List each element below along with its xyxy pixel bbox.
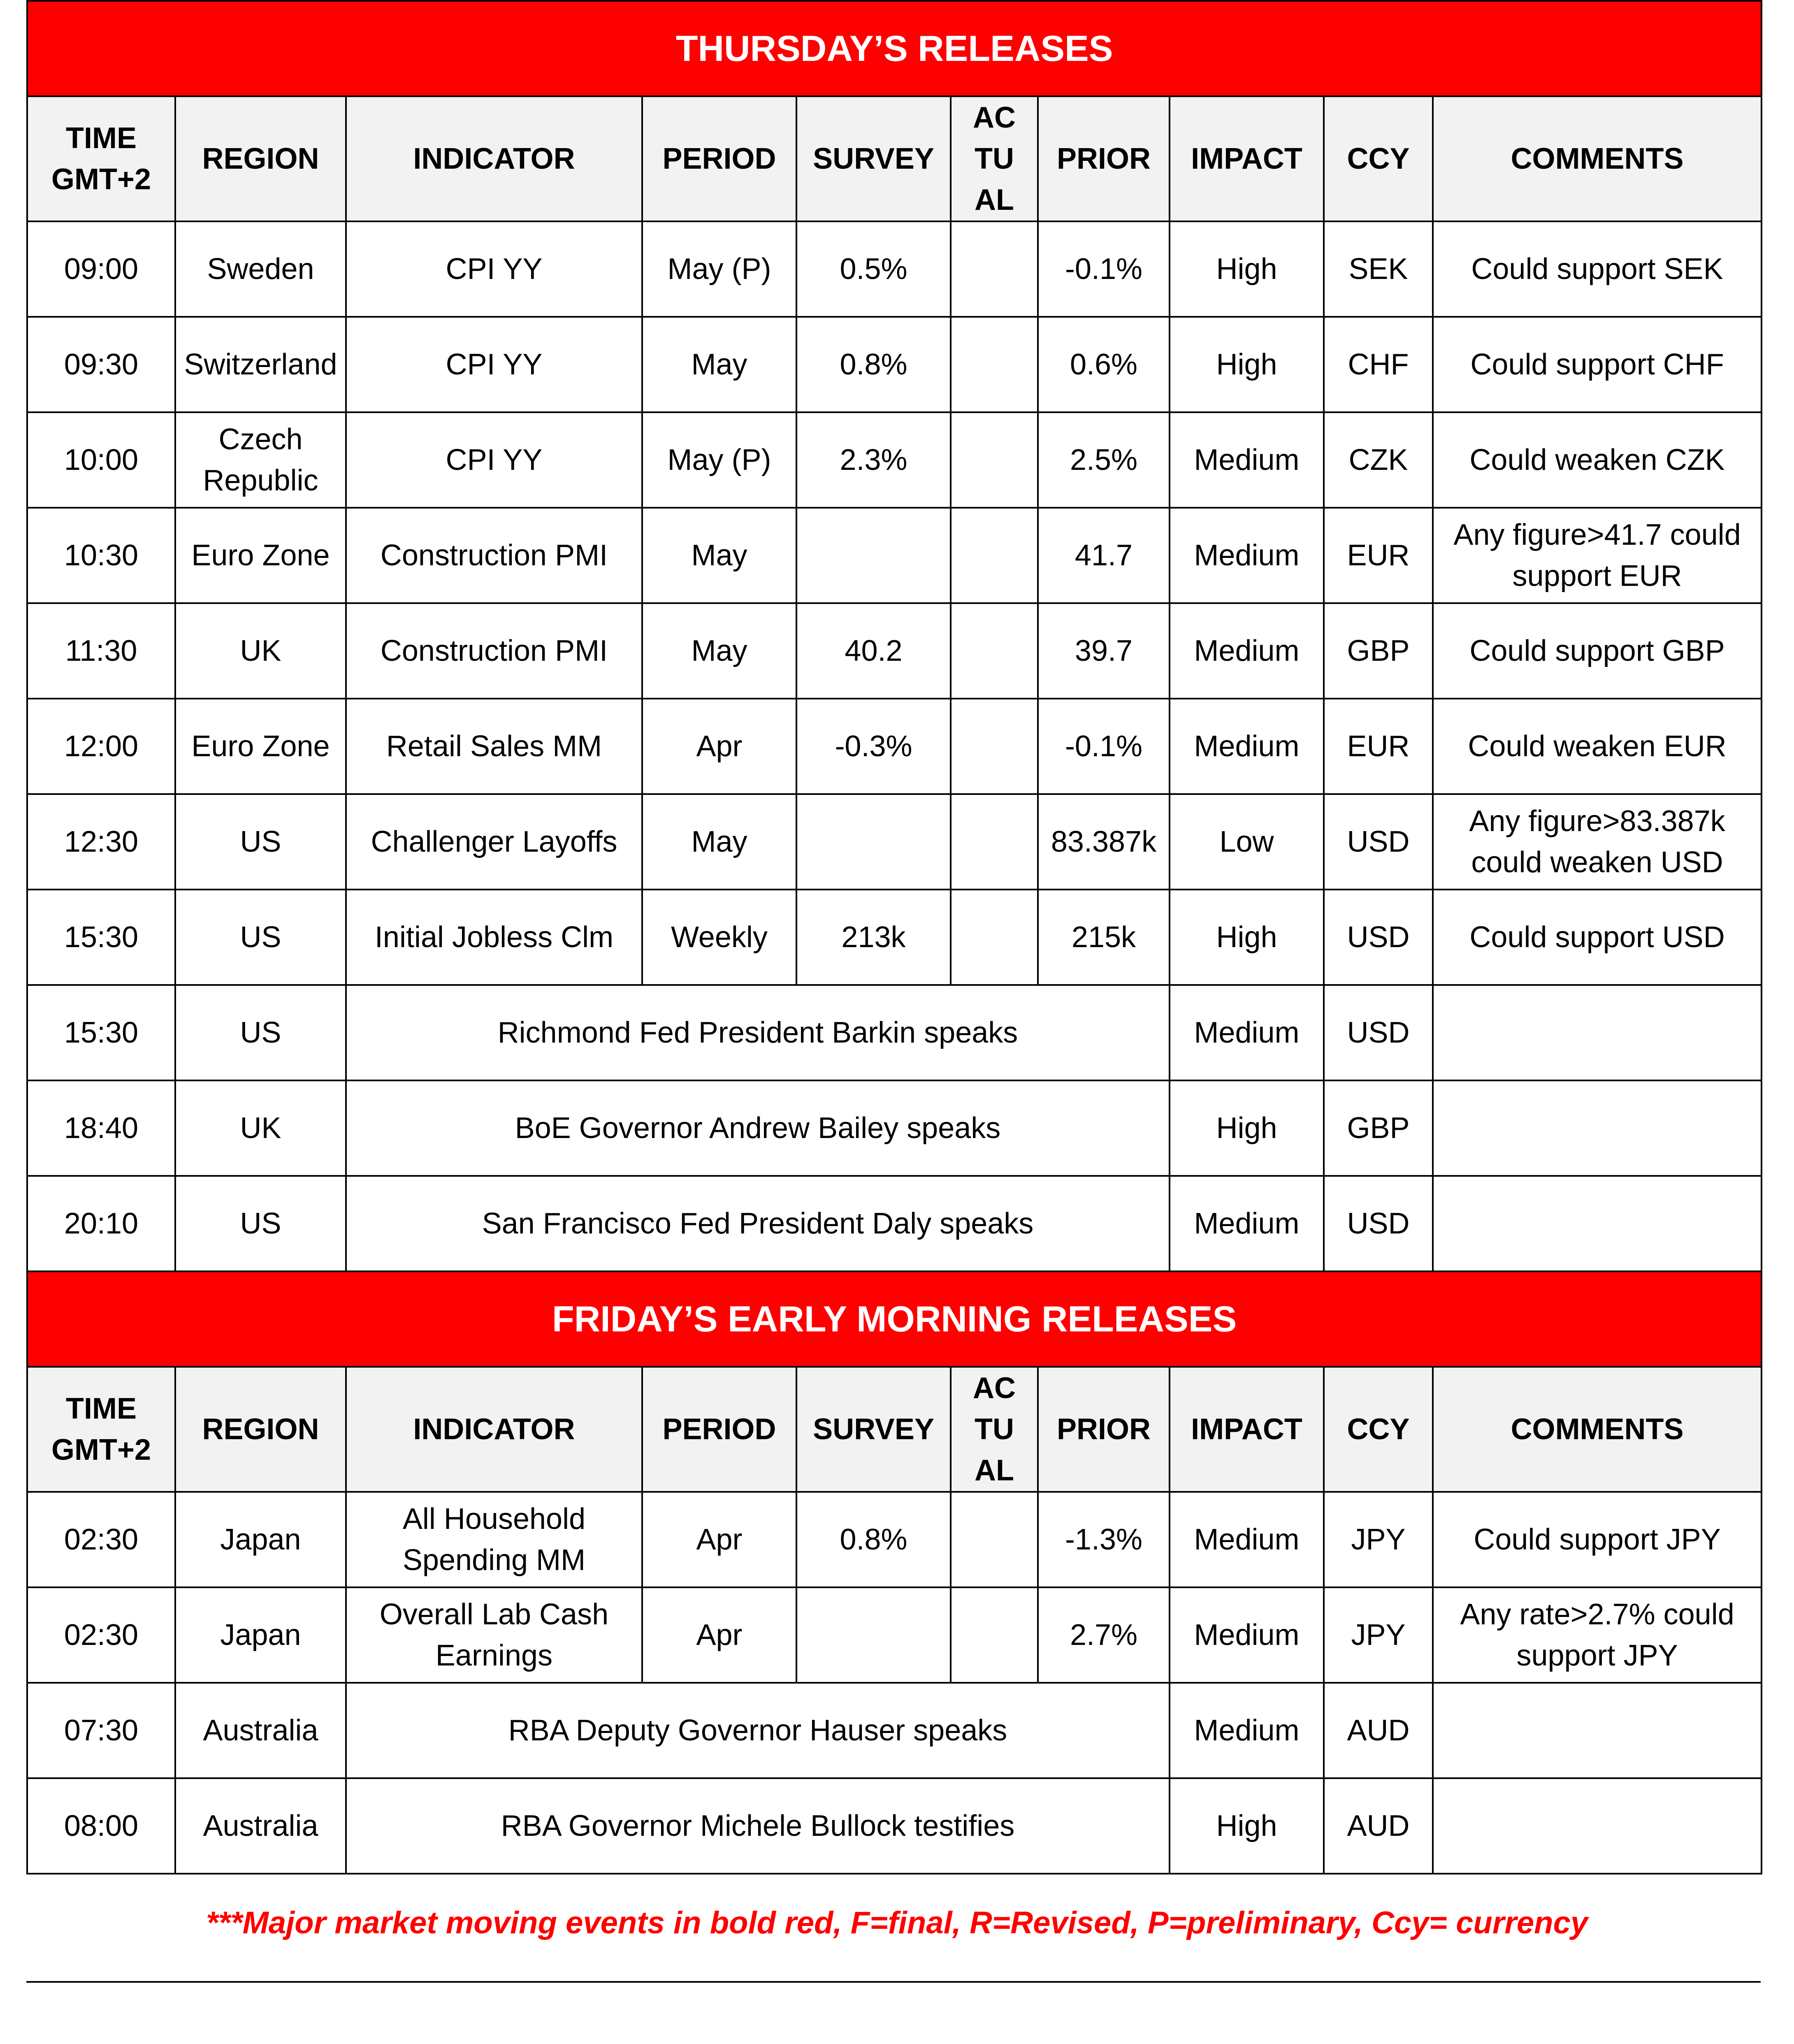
ccy-cell: EUR	[1324, 508, 1433, 603]
impact-cell: Medium	[1170, 603, 1324, 699]
region-cell: Switzerland	[175, 317, 346, 412]
region-cell: US	[175, 794, 346, 890]
period-cell: May	[642, 603, 796, 699]
column-header: INDICATOR	[346, 96, 642, 221]
column-header: COMMENTS	[1433, 96, 1762, 221]
period-cell: Weekly	[642, 890, 796, 985]
table-row	[27, 412, 1762, 508]
column-header: TIME GMT+2	[27, 1367, 175, 1492]
prior-cell: 83.387k	[1038, 794, 1170, 890]
indicator-cell: Construction PMI	[346, 603, 642, 699]
event-cell: RBA Governor Michele Bullock testifies	[346, 1778, 1170, 1874]
region-cell: Australia	[175, 1778, 346, 1874]
indicator-cell: Initial Jobless Clm	[346, 890, 642, 985]
event-cell: BoE Governor Andrew Bailey speaks	[346, 1080, 1170, 1176]
time-cell: 12:30	[27, 794, 175, 890]
comments-cell	[1433, 1778, 1762, 1874]
comments-cell: Any rate>2.7% could support JPY	[1433, 1587, 1762, 1683]
column-header: AC TU AL	[951, 1367, 1038, 1492]
region-cell: Euro Zone	[175, 508, 346, 603]
impact-cell: Medium	[1170, 1587, 1324, 1683]
comments-cell	[1433, 1080, 1762, 1176]
column-header-row	[27, 1367, 1762, 1492]
actual-cell	[951, 221, 1038, 317]
ccy-cell: USD	[1324, 985, 1433, 1080]
prior-cell: -1.3%	[1038, 1492, 1170, 1587]
section-banner	[27, 1271, 1762, 1367]
time-cell: 20:10	[27, 1176, 175, 1271]
time-cell: 09:00	[27, 221, 175, 317]
prior-cell: -0.1%	[1038, 221, 1170, 317]
column-header: PRIOR	[1038, 96, 1170, 221]
column-header: SURVEY	[796, 1367, 951, 1492]
comments-cell	[1433, 985, 1762, 1080]
column-header: PRIOR	[1038, 1367, 1170, 1492]
table-row	[27, 699, 1762, 794]
survey-cell: 0.8%	[796, 1492, 951, 1587]
ccy-cell: USD	[1324, 890, 1433, 985]
column-header: AC TU AL	[951, 96, 1038, 221]
table-row	[27, 1176, 1762, 1271]
impact-cell: Medium	[1170, 1492, 1324, 1587]
event-cell: Richmond Fed President Barkin speaks	[346, 985, 1170, 1080]
ccy-cell: GBP	[1324, 603, 1433, 699]
comments-cell: Could support CHF	[1433, 317, 1762, 412]
prior-cell: 41.7	[1038, 508, 1170, 603]
column-header: COMMENTS	[1433, 1367, 1762, 1492]
table-row	[27, 985, 1762, 1080]
survey-cell	[796, 794, 951, 890]
region-cell: US	[175, 890, 346, 985]
column-header: REGION	[175, 96, 346, 221]
impact-cell: Medium	[1170, 699, 1324, 794]
region-cell: Australia	[175, 1683, 346, 1778]
time-cell: 02:30	[27, 1587, 175, 1683]
impact-cell: High	[1170, 221, 1324, 317]
actual-cell	[951, 317, 1038, 412]
section-title: THURSDAY’S RELEASES	[27, 1, 1762, 96]
column-header: TIME GMT+2	[27, 96, 175, 221]
indicator-cell: CPI YY	[346, 221, 642, 317]
column-header-row	[27, 96, 1762, 221]
economic-calendar-table	[26, 0, 1762, 1874]
ccy-cell: SEK	[1324, 221, 1433, 317]
time-cell: 10:30	[27, 508, 175, 603]
time-cell: 12:00	[27, 699, 175, 794]
actual-cell	[951, 699, 1038, 794]
indicator-cell: CPI YY	[346, 317, 642, 412]
time-cell: 10:00	[27, 412, 175, 508]
survey-cell: -0.3%	[796, 699, 951, 794]
table-row	[27, 508, 1762, 603]
actual-cell	[951, 1492, 1038, 1587]
survey-cell: 40.2	[796, 603, 951, 699]
comments-cell	[1433, 1176, 1762, 1271]
prior-cell: 39.7	[1038, 603, 1170, 699]
column-header: PERIOD	[642, 96, 796, 221]
survey-cell: 213k	[796, 890, 951, 985]
impact-cell: High	[1170, 1080, 1324, 1176]
impact-cell: Medium	[1170, 985, 1324, 1080]
time-cell: 09:30	[27, 317, 175, 412]
prior-cell: 2.7%	[1038, 1587, 1170, 1683]
time-cell: 07:30	[27, 1683, 175, 1778]
time-cell: 02:30	[27, 1492, 175, 1587]
survey-cell: 0.8%	[796, 317, 951, 412]
ccy-cell: AUD	[1324, 1683, 1433, 1778]
actual-cell	[951, 508, 1038, 603]
section-title: FRIDAY’S EARLY MORNING RELEASES	[27, 1271, 1762, 1367]
region-cell: UK	[175, 1080, 346, 1176]
impact-cell: Medium	[1170, 508, 1324, 603]
period-cell: May (P)	[642, 412, 796, 508]
impact-cell: High	[1170, 1778, 1324, 1874]
region-cell: Japan	[175, 1587, 346, 1683]
period-cell: May	[642, 508, 796, 603]
table-row	[27, 1683, 1762, 1778]
impact-cell: Medium	[1170, 412, 1324, 508]
table-row	[27, 221, 1762, 317]
region-cell: US	[175, 985, 346, 1080]
impact-cell: Low	[1170, 794, 1324, 890]
comments-cell: Could support JPY	[1433, 1492, 1762, 1587]
prior-cell: -0.1%	[1038, 699, 1170, 794]
region-cell: Czech Republic	[175, 412, 346, 508]
indicator-cell: Overall Lab Cash Earnings	[346, 1587, 642, 1683]
column-header: SURVEY	[796, 96, 951, 221]
column-header: INDICATOR	[346, 1367, 642, 1492]
region-cell: Japan	[175, 1492, 346, 1587]
bottom-divider	[26, 1981, 1761, 1983]
time-cell: 11:30	[27, 603, 175, 699]
table-row	[27, 1587, 1762, 1683]
indicator-cell: Challenger Layoffs	[346, 794, 642, 890]
table-row	[27, 1080, 1762, 1176]
prior-cell: 215k	[1038, 890, 1170, 985]
column-header: PERIOD	[642, 1367, 796, 1492]
period-cell: May	[642, 794, 796, 890]
period-cell: Apr	[642, 1587, 796, 1683]
ccy-cell: USD	[1324, 1176, 1433, 1271]
survey-cell	[796, 1587, 951, 1683]
time-cell: 15:30	[27, 985, 175, 1080]
region-cell: UK	[175, 603, 346, 699]
column-header: REGION	[175, 1367, 346, 1492]
prior-cell: 0.6%	[1038, 317, 1170, 412]
comments-cell: Could support SEK	[1433, 221, 1762, 317]
ccy-cell: CHF	[1324, 317, 1433, 412]
time-cell: 15:30	[27, 890, 175, 985]
actual-cell	[951, 412, 1038, 508]
impact-cell: High	[1170, 890, 1324, 985]
time-cell: 08:00	[27, 1778, 175, 1874]
comments-cell: Could weaken CZK	[1433, 412, 1762, 508]
indicator-cell: Construction PMI	[346, 508, 642, 603]
actual-cell	[951, 603, 1038, 699]
impact-cell: Medium	[1170, 1683, 1324, 1778]
event-cell: RBA Deputy Governor Hauser speaks	[346, 1683, 1170, 1778]
table-row	[27, 603, 1762, 699]
indicator-cell: Retail Sales MM	[346, 699, 642, 794]
table-row	[27, 317, 1762, 412]
period-cell: May (P)	[642, 221, 796, 317]
actual-cell	[951, 794, 1038, 890]
impact-cell: Medium	[1170, 1176, 1324, 1271]
footnote: ***Major market moving events in bold red, F=final, R=Revised, P=preliminary, Ccy= currency	[206, 1905, 1588, 1940]
comments-cell: Any figure>83.387k could weaken USD	[1433, 794, 1762, 890]
table-row	[27, 1492, 1762, 1587]
period-cell: Apr	[642, 1492, 796, 1587]
indicator-cell: All Household Spending MM	[346, 1492, 642, 1587]
indicator-cell: CPI YY	[346, 412, 642, 508]
survey-cell	[796, 508, 951, 603]
comments-cell: Could weaken EUR	[1433, 699, 1762, 794]
ccy-cell: EUR	[1324, 699, 1433, 794]
survey-cell: 0.5%	[796, 221, 951, 317]
column-header: IMPACT	[1170, 96, 1324, 221]
actual-cell	[951, 890, 1038, 985]
table-row	[27, 794, 1762, 890]
table-row	[27, 890, 1762, 985]
ccy-cell: JPY	[1324, 1587, 1433, 1683]
column-header: IMPACT	[1170, 1367, 1324, 1492]
column-header: CCY	[1324, 1367, 1433, 1492]
comments-cell	[1433, 1683, 1762, 1778]
prior-cell: 2.5%	[1038, 412, 1170, 508]
time-cell: 18:40	[27, 1080, 175, 1176]
ccy-cell: GBP	[1324, 1080, 1433, 1176]
survey-cell: 2.3%	[796, 412, 951, 508]
region-cell: Euro Zone	[175, 699, 346, 794]
comments-cell: Any figure>41.7 could support EUR	[1433, 508, 1762, 603]
ccy-cell: USD	[1324, 794, 1433, 890]
region-cell: US	[175, 1176, 346, 1271]
event-cell: San Francisco Fed President Daly speaks	[346, 1176, 1170, 1271]
actual-cell	[951, 1587, 1038, 1683]
column-header: CCY	[1324, 96, 1433, 221]
section-banner	[27, 1, 1762, 96]
comments-cell: Could support USD	[1433, 890, 1762, 985]
table-row	[27, 1778, 1762, 1874]
impact-cell: High	[1170, 317, 1324, 412]
period-cell: Apr	[642, 699, 796, 794]
ccy-cell: CZK	[1324, 412, 1433, 508]
region-cell: Sweden	[175, 221, 346, 317]
comments-cell: Could support GBP	[1433, 603, 1762, 699]
ccy-cell: AUD	[1324, 1778, 1433, 1874]
ccy-cell: JPY	[1324, 1492, 1433, 1587]
period-cell: May	[642, 317, 796, 412]
